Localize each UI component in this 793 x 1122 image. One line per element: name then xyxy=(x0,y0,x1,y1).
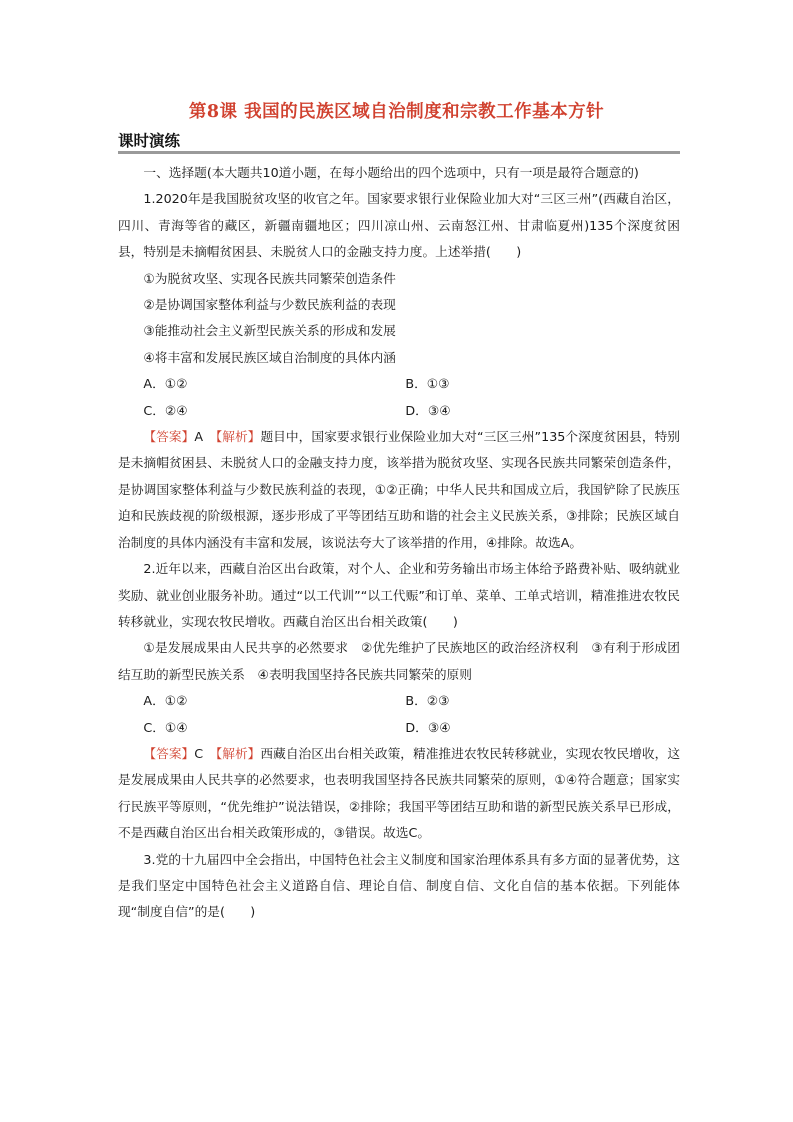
analysis-label: 【解析】 xyxy=(215,429,261,445)
answer-label: 【答案】 xyxy=(143,429,195,445)
question-1-answer xyxy=(118,424,680,556)
section-heading: 课时演练 xyxy=(118,131,181,150)
question-1-option-1: ①为脱贫攻坚、实现各民族共同繁荣创造条件 xyxy=(143,270,396,286)
answer-value: A xyxy=(194,429,204,445)
question-1-option-3: ③能推动社会主义新型民族关系的形成和发展 xyxy=(143,323,396,339)
choice-b: B．①③ xyxy=(405,376,450,392)
question-2-choices-cd xyxy=(118,715,680,741)
choice-a: A．①② xyxy=(143,376,188,392)
choice-d: D．③④ xyxy=(405,402,451,418)
heading-divider xyxy=(118,151,680,154)
question-1-option-2: ②是协调国家整体利益与少数民族利益的表现 xyxy=(143,297,396,313)
question-3-stem: 3.党的十九届四中全会指出，中国特色社会主义制度和国家治理体系具有多方面的显著优势，这是我们坚定中国特色社会主义道路自信、理论自信、制度自信、文化自信的基本依据。下列能体现“制度自信”的是( ) xyxy=(118,851,680,920)
question-2-choices-ab xyxy=(118,688,680,714)
question-1-choices-cd xyxy=(118,398,680,424)
choice-c: C．①④ xyxy=(143,719,188,735)
analysis-text: 西藏自治区出台相关政策，精准推进农牧民转移就业，实现农牧民增收，这是发展成果由人民共享的必然要求，也表明我国坚持各民族共同繁荣的原则，①④符合题意；国家实行民族平等原则，“优先维护”说法错误，②排除；我国平等团结互助和谐的新型民族关系早已形成，不是西藏自治区出台相关政策形成的，③错误。故选C。 xyxy=(118,745,681,841)
answer-label: 【答案】 xyxy=(143,745,195,761)
choice-c: C．②④ xyxy=(143,402,188,418)
question-1-option-4: ④将丰富和发展民族区域自治制度的具体内涵 xyxy=(143,349,396,365)
document-body xyxy=(118,160,680,926)
analysis-label: 【解析】 xyxy=(215,745,261,761)
question-1-choices-ab xyxy=(118,371,680,397)
question-2-stem: 2.近年以来，西藏自治区出台政策，对个人、企业和劳务输出市场主体给予路费补贴、吸纳就业奖励、就业创业服务补助。通过“以工代训”“以工代赈”和订单、菜单、工单式培训，精准推进农牧民转移就业，实现农牧民增收。西藏自治区出台相关政策( ) xyxy=(118,561,680,629)
section-intro: 一、选择题(本大题共10道小题，在每小题给出的四个选项中，只有一项是最符合题意的) xyxy=(143,165,639,180)
analysis-text: 题目中，国家要求银行业保险业加大对“三区三州”135个深度贫困县，特别是未摘帽贫困县、未脱贫人口的金融支持力度，该举措为脱贫攻坚、实现各民族共同繁荣创造条件，是协调国家整体利益与少数民族利益的表现，①②正确；中华人民共和国成立后，我国铲除了民族压迫和民族歧视的阶级根源，逐步形成了平等团结互助和谐的社会主义民族关系，③排除；民族区域自治制度的具体内涵没有丰富和发展，该说法夸大了该举措的作用，④排除。故选A。 xyxy=(118,429,680,550)
question-2-answer xyxy=(118,741,680,847)
choice-b: B．②③ xyxy=(405,693,450,709)
question-2-options: ①是发展成果由人民共享的必然要求 ②优先维护了民族地区的政治经济权利 ③有利于形成团结互助的新型民族关系 ④表明我国坚持各民族共同繁荣的原则 xyxy=(118,640,680,682)
answer-value: C xyxy=(194,745,204,761)
choice-d: D．③④ xyxy=(405,719,451,735)
page-title: 第8课 我国的民族区域自治制度和宗教工作基本方针 xyxy=(188,102,605,122)
question-1-stem: 1.2020年是我国脱贫攻坚的收官之年。国家要求银行业保险业加大对“三区三州”(西藏自治区，四川、青海等省的藏区，新疆南疆地区；四川凉山州、云南怒江州、甘肃临夏州)135个深度贫困县，特别是未摘帽贫困县、未脱贫人口的金融支持力度。上述举措( ) xyxy=(118,191,680,260)
choice-a: A．①② xyxy=(143,693,188,709)
